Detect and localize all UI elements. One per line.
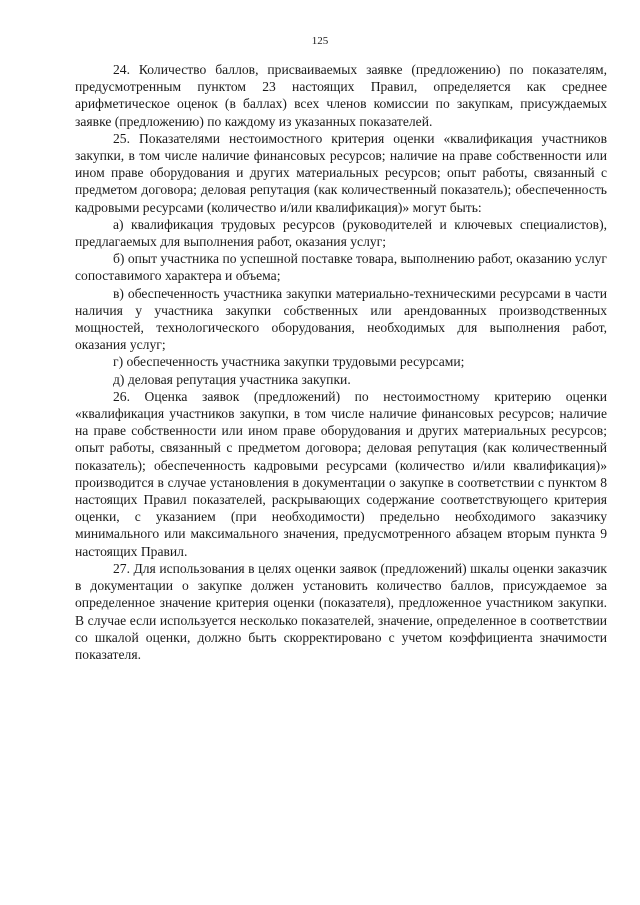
- list-item-g: г) обеспеченность участника закупки трудовыми ресурсами;: [113, 354, 465, 370]
- paragraph-27: 27. Для использования в целях оценки заявок (предложений) шкалы оценки заказчик в документации о закупке должен установить количество баллов, присуждаемое за определенное значение критерия оценки (показателя), предложенное участником закупки. В случае если используется несколько показателей, значение, определенное в соответствии со шкалой оценки, должно быть скорректировано с учетом коэффициента значимости показателя.: [75, 560, 607, 662]
- list-item-d: д) деловая репутация участника закупки.: [113, 371, 351, 387]
- document-body: [75, 61, 607, 663]
- paragraph-25: 25. Показателями нестоимостного критерия оценки «квалификация участников закупки, в том числе наличие финансовых ресурсов; наличие на праве собственности или ином праве оборудования и других материальных ресурсов; опыт работы, связанный с предметом договора; деловая репутация (как количественный показатель); обеспеченность кадровыми ресурсами (количество и/или квалификация)» могут быть:: [75, 130, 607, 215]
- list-item-a: а) квалификация трудовых ресурсов (руководителей и ключевых специалистов), предлагаемых для выполнения работ, оказания услуг;: [75, 216, 607, 250]
- paragraph-26: 26. Оценка заявок (предложений) по нестоимостному критерию оценки «квалификация участников закупки, в том числе наличие финансовых ресурсов; наличие на праве собственности или ином праве оборудования и других материальных ресурсов; опыт работы, связанный с предметом договора; деловая репутация (как количественный показатель); обеспеченность кадровыми ресурсами (количество и/или квалификация)» производится в случае установления в документации о закупке в соответствии с пунктом 8 настоящих Правил показателей, раскрывающих содержание соответствующего критерия оценки, с указанием (при необходимости) предельно необходимого заказчику минимального или максимального значения, предусмотренного абзацем вторым пункта 9 настоящих Правил.: [75, 388, 607, 559]
- list-item-b: б) опыт участника по успешной поставке товара, выполнению работ, оказанию услуг сопоставимого характера и объема;: [75, 251, 607, 284]
- page-number: 125: [311, 35, 329, 47]
- paragraph-24: 24. Количество баллов, присваиваемых заявке (предложению) по показателям, предусмотренным пунктом 23 настоящих Правил, определяется как среднее арифметическое оценок (в баллах) всех членов комиссии по закупкам, присуждаемых заявке (предложению) по каждому из указанных показателей.: [75, 62, 607, 129]
- list-item-v: в) обеспеченность участника закупки материально-техническими ресурсами в части наличия у участника закупки собственных или арендованных производственных мощностей, технологического оборудования, необходимых для выполнения работ, оказания услуг;: [75, 285, 607, 353]
